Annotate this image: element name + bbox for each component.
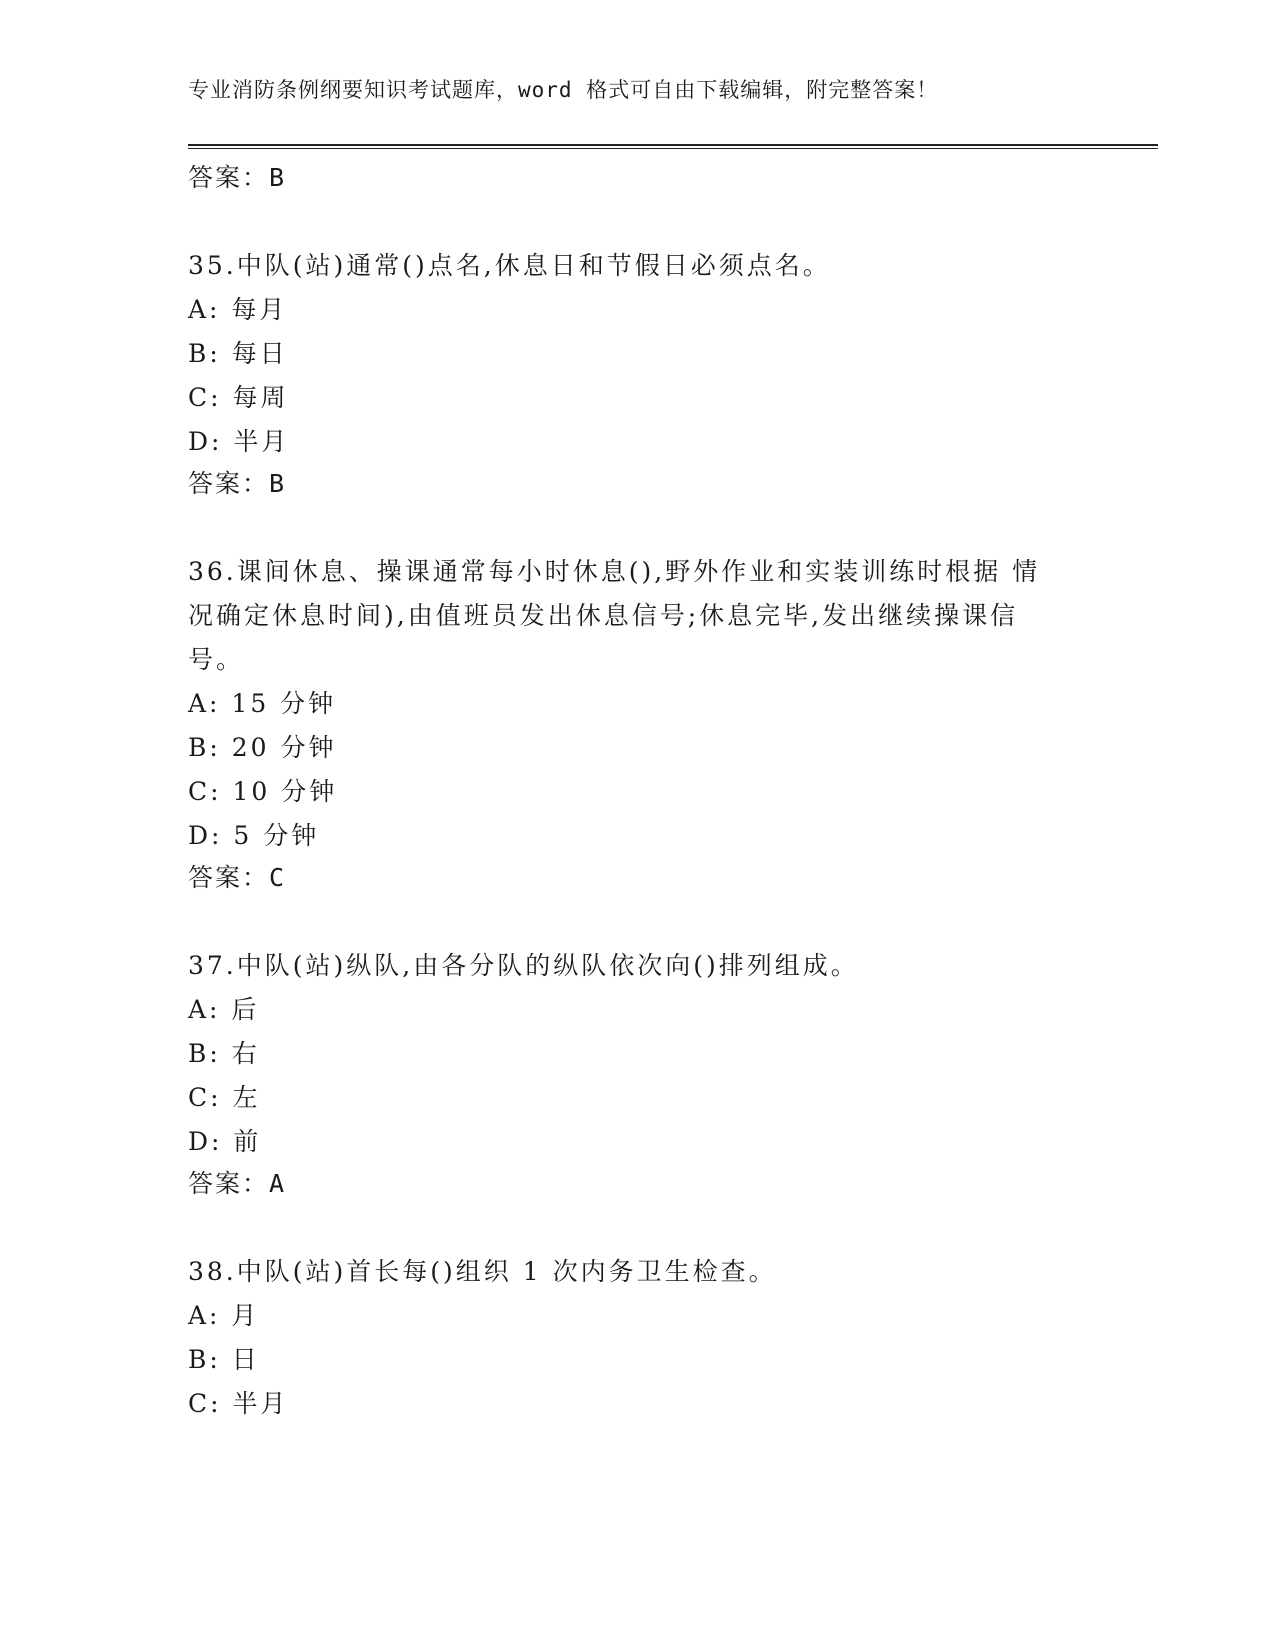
header-divider xyxy=(188,144,1158,149)
question-37-stem: 37.中队(站)纵队,由各分队的纵队依次向()排列组成。 xyxy=(188,951,859,980)
question-38-option-a: A: 月 xyxy=(188,1301,260,1330)
question-37-option-c: C: 左 xyxy=(188,1083,261,1112)
question-36-option-d: D: 5 分钟 xyxy=(188,821,320,850)
question-36-stem-line-3: 号。 xyxy=(188,645,245,674)
question-37-answer: 答案：A xyxy=(188,1169,287,1198)
question-35-option-d: D: 半月 xyxy=(188,427,290,456)
question-38-option-c: C: 半月 xyxy=(188,1389,289,1418)
question-35-stem: 35.中队(站)通常()点名,休息日和节假日必须点名。 xyxy=(188,251,831,280)
question-35-option-c: C: 每周 xyxy=(188,383,289,412)
question-38-stem: 38.中队(站)首长每()组织 1 次内务卫生检查。 xyxy=(188,1257,777,1286)
question-35-option-b: B: 每日 xyxy=(188,339,288,368)
question-36-option-c: C: 10 分钟 xyxy=(188,777,338,806)
question-36-stem-line-1: 36.课间休息、操课通常每小时休息(),野外作业和实装训练时根据 情 xyxy=(188,557,1041,586)
question-36-stem-line-2: 况确定休息时间),由值班员发出休息信号;休息完毕,发出继续操课信 xyxy=(188,601,1019,630)
question-37-option-d: D: 前 xyxy=(188,1127,262,1156)
question-36-answer: 答案：C xyxy=(188,863,287,892)
question-36-option-b: B: 20 分钟 xyxy=(188,733,337,762)
page-header: 专业消防条例纲要知识考试题库，word 格式可自由下载编辑，附完整答案！ xyxy=(188,78,939,102)
question-35-option-a: A: 每月 xyxy=(188,295,288,324)
question-35-answer: 答案：B xyxy=(188,469,287,498)
question-36-option-a: A: 15 分钟 xyxy=(188,689,337,718)
question-38-option-b: B: 日 xyxy=(188,1345,260,1374)
question-37-option-a: A: 后 xyxy=(188,995,260,1024)
answer-line: 答案：B xyxy=(188,163,287,192)
question-37-option-b: B: 右 xyxy=(188,1039,260,1068)
